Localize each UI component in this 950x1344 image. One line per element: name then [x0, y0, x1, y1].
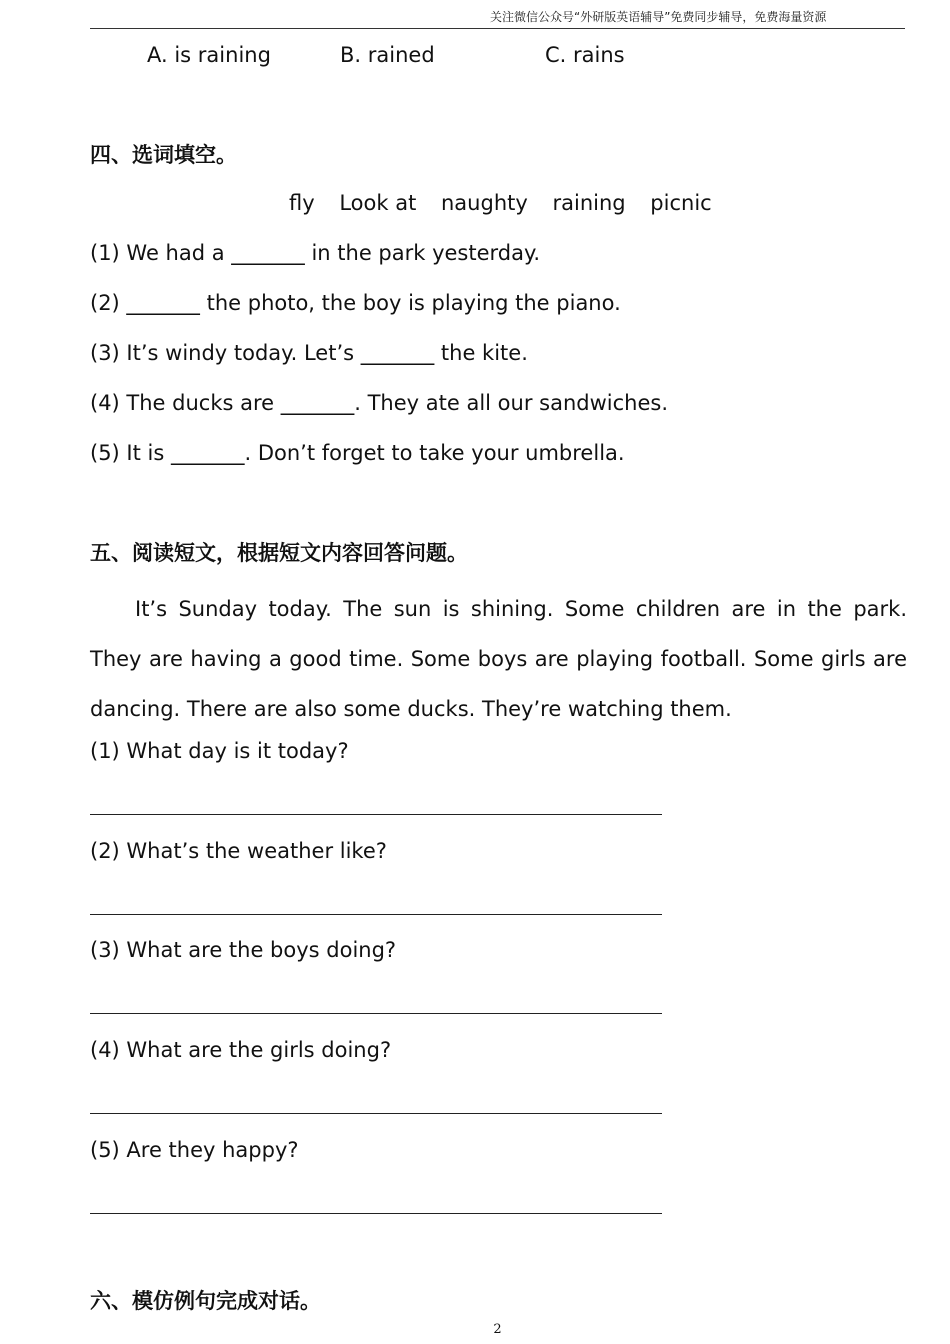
answer-line-4[interactable]	[90, 1113, 662, 1114]
question-2: (2) What’s the weather like?	[90, 839, 387, 863]
answer-options	[0, 40, 950, 70]
option-b: B. rained	[340, 43, 435, 67]
fill-item-3: (3) It’s windy today. Let’s _______ the kite.	[90, 341, 528, 365]
question-1: (1) What day is it today?	[90, 739, 349, 763]
option-a: A. is raining	[147, 43, 271, 67]
word-bank-item: picnic	[650, 191, 712, 215]
question-5: (5) Are they happy?	[90, 1138, 299, 1162]
word-bank	[289, 188, 730, 218]
answer-line-3[interactable]	[90, 1013, 662, 1014]
answer-line-1[interactable]	[90, 814, 662, 815]
section-5-title: 五、阅读短文，根据短文内容回答问题。	[90, 541, 468, 565]
fill-item-2: (2) _______ the photo, the boy is playing the piano.	[90, 291, 621, 315]
answer-line-5[interactable]	[90, 1213, 662, 1214]
word-bank-item: naughty	[441, 191, 528, 215]
fill-item-1: (1) We had a _______ in the park yesterday.	[90, 241, 541, 265]
reading-passage	[90, 584, 907, 734]
section-6-title: 六、模仿例句完成对话。	[90, 1289, 321, 1313]
header-divider	[90, 28, 905, 29]
passage-text: It’s Sunday today. The sun is shining. Some children are in the park. They are having a good time. Some boys are playing football. Some girls are dancing. There are also some ducks. They’re watching them.	[90, 597, 907, 721]
question-3: (3) What are the boys doing?	[90, 938, 397, 962]
option-c: C. rains	[545, 43, 625, 67]
fill-item-5: (5) It is _______. Don’t forget to take your umbrella.	[90, 441, 625, 465]
question-4: (4) What are the girls doing?	[90, 1038, 392, 1062]
section-4-title: 四、选词填空。	[90, 143, 237, 167]
word-bank-item: raining	[552, 191, 626, 215]
header-note: 关注微信公众号“外研版英语辅导”免费同步辅导，免费海量资源	[490, 10, 827, 24]
word-bank-item: Look at	[339, 191, 417, 215]
fill-item-4: (4) The ducks are _______. They ate all our sandwiches.	[90, 391, 668, 415]
word-bank-item: fly	[289, 191, 315, 215]
answer-line-2[interactable]	[90, 914, 662, 915]
page-number: 2	[493, 1322, 502, 1337]
